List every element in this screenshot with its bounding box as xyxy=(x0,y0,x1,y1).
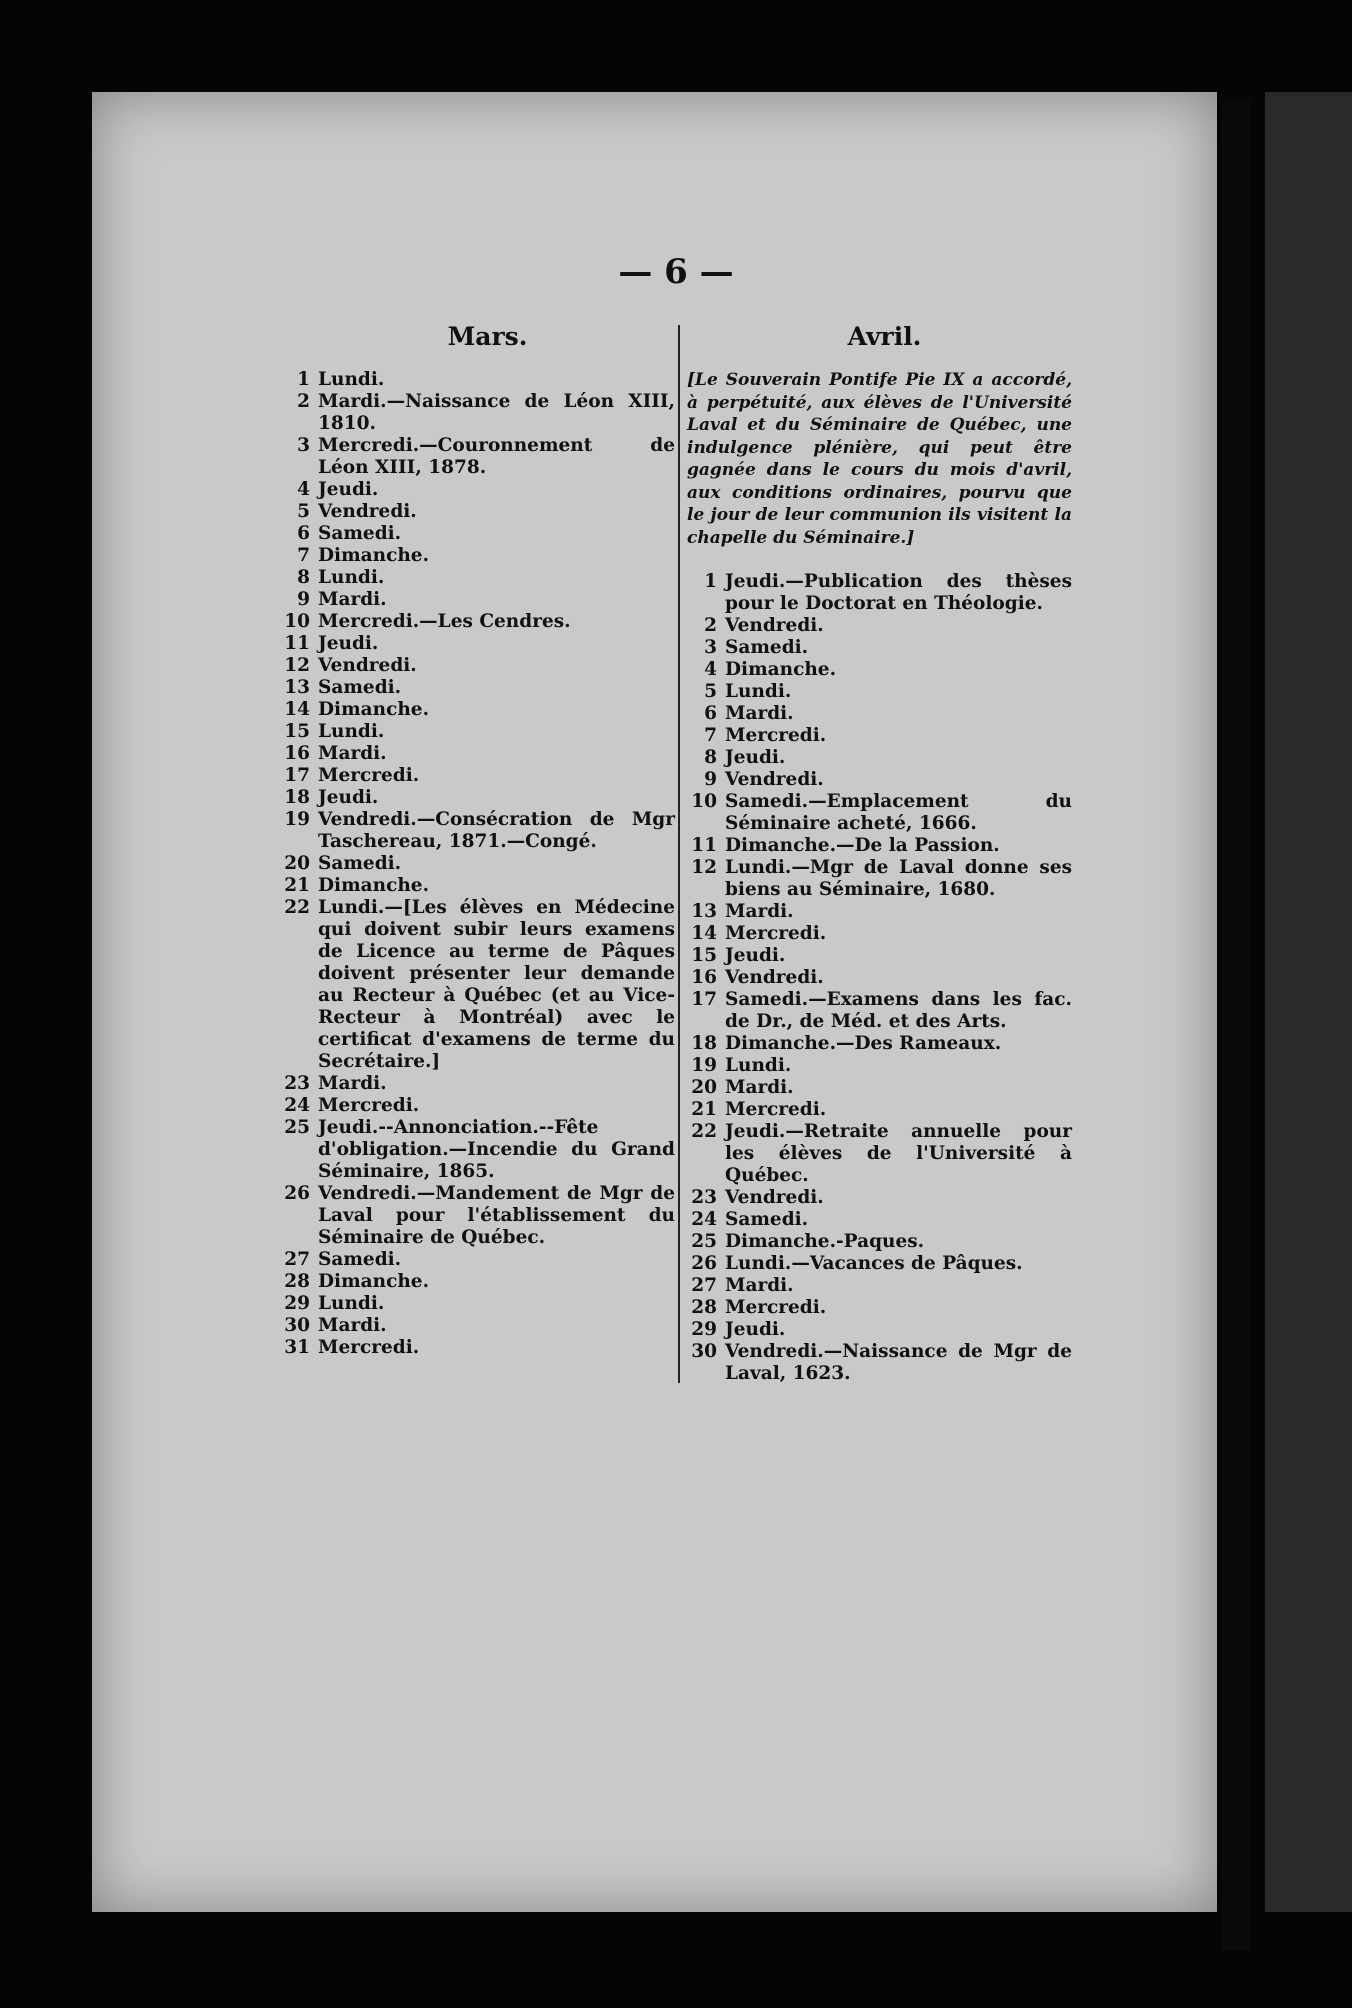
avril-entry xyxy=(687,725,1072,747)
day-number: 7 xyxy=(297,545,310,566)
day-text: Lundi.—Vacances de Pâques. xyxy=(725,1253,1023,1274)
mars-entry xyxy=(280,523,675,545)
mars-entry xyxy=(280,787,675,809)
avril-entries xyxy=(687,571,1072,1385)
day-text: Jeudi. xyxy=(318,787,379,808)
day-text: Vendredi. xyxy=(725,1187,824,1208)
day-number: 10 xyxy=(284,611,310,632)
avril-entry xyxy=(687,989,1072,1033)
day-text: Dimanche.-Paques. xyxy=(725,1231,925,1252)
avril-entry xyxy=(687,857,1072,901)
day-number: 18 xyxy=(691,1033,717,1054)
day-text: Samedi. xyxy=(318,523,402,544)
day-text: Samedi. xyxy=(318,677,402,698)
day-text: Jeudi.—Retraite annuelle pour les élèves de l'Université à Québec. xyxy=(725,1121,1072,1186)
day-number: 29 xyxy=(284,1293,310,1314)
page-number: — 6 — xyxy=(618,252,734,292)
avril-entry xyxy=(687,1275,1072,1297)
day-text: Samedi.—Examens dans les fac. de Dr., de Méd. et des Arts. xyxy=(725,989,1072,1032)
avril-intro-note: [Le Souverain Pontife Pie IX a accordé, à perpétuité, aux élèves de l'Université Laval et du Séminaire de Québec, une indulgence plénière, qui peut être gagnée dans le cours du mois d'avril, aux conditions ordinaires, pourvu que le jour de leur communion ils visitent la chapelle du Séminaire.] xyxy=(687,370,1072,548)
day-number: 22 xyxy=(691,1121,717,1142)
day-text: Dimanche.—De la Passion. xyxy=(725,835,1000,856)
avril-entry xyxy=(687,703,1072,725)
day-number: 12 xyxy=(284,655,310,676)
day-number: 21 xyxy=(284,875,310,896)
day-number: 30 xyxy=(691,1341,717,1362)
day-number: 24 xyxy=(691,1209,717,1230)
day-number: 9 xyxy=(704,769,717,790)
day-text: Mercredi.—Couronnement de Léon XIII, 1878. xyxy=(318,435,675,478)
day-text: Mardi. xyxy=(318,743,387,764)
avril-entry xyxy=(687,1099,1072,1121)
day-number: 5 xyxy=(704,681,717,702)
avril-entry xyxy=(687,615,1072,637)
day-text: Jeudi. xyxy=(725,1319,786,1340)
mars-entry xyxy=(280,897,675,1073)
avril-entry xyxy=(687,747,1072,769)
avril-entry xyxy=(687,901,1072,923)
day-text: Mercredi. xyxy=(318,1095,420,1116)
mars-entry xyxy=(280,1073,675,1095)
mars-entry xyxy=(280,853,675,875)
day-number: 23 xyxy=(284,1073,310,1094)
day-number: 1 xyxy=(297,369,310,390)
mars-entry xyxy=(280,677,675,699)
day-text: Mardi. xyxy=(725,703,794,724)
day-text: Mercredi. xyxy=(725,1099,827,1120)
mars-entry xyxy=(280,875,675,897)
day-number: 18 xyxy=(284,787,310,808)
day-text: Samedi. xyxy=(318,853,402,874)
facing-page-edge xyxy=(1265,92,1352,1912)
avril-entry xyxy=(687,1055,1072,1077)
day-number: 15 xyxy=(284,721,310,742)
mars-entry xyxy=(280,655,675,677)
avril-entry xyxy=(687,681,1072,703)
avril-entry xyxy=(687,1341,1072,1385)
day-number: 28 xyxy=(691,1297,717,1318)
avril-entry xyxy=(687,637,1072,659)
day-text: Mardi. xyxy=(318,1315,387,1336)
mars-entry xyxy=(280,1337,675,1359)
mars-entry xyxy=(280,699,675,721)
day-text: Dimanche. xyxy=(318,875,430,896)
day-number: 26 xyxy=(691,1253,717,1274)
mars-entry xyxy=(280,1293,675,1315)
day-text: Dimanche. xyxy=(318,699,430,720)
day-number: 11 xyxy=(284,633,310,654)
day-text: Mardi.—Naissance de Léon XIII, 1810. xyxy=(318,391,675,434)
day-text: Mardi. xyxy=(318,1073,387,1094)
day-number: 25 xyxy=(691,1231,717,1252)
mars-entry xyxy=(280,567,675,589)
day-number: 22 xyxy=(284,897,310,918)
avril-entry xyxy=(687,945,1072,967)
day-number: 7 xyxy=(704,725,717,746)
day-text: Mercredi. xyxy=(725,1297,827,1318)
avril-entry xyxy=(687,967,1072,989)
mars-entry xyxy=(280,633,675,655)
mars-entries xyxy=(280,369,675,1359)
day-number: 28 xyxy=(284,1271,310,1292)
day-text: Vendredi.—Naissance de Mgr de Laval, 1623. xyxy=(725,1341,1072,1384)
day-text: Jeudi. xyxy=(725,945,786,966)
day-text: Samedi. xyxy=(725,1209,809,1230)
day-text: Lundi. xyxy=(318,721,385,742)
day-text: Lundi. xyxy=(725,681,792,702)
day-text: Mercredi.—Les Cendres. xyxy=(318,611,571,632)
day-number: 31 xyxy=(284,1337,310,1358)
day-text: Lundi.—Mgr de Laval donne ses biens au Séminaire, 1680. xyxy=(725,857,1072,900)
mars-entry xyxy=(280,721,675,743)
day-number: 30 xyxy=(284,1315,310,1336)
day-number: 11 xyxy=(691,835,717,856)
day-number: 16 xyxy=(691,967,717,988)
day-text: Mardi. xyxy=(725,1077,794,1098)
avril-entry xyxy=(687,1231,1072,1253)
day-number: 10 xyxy=(691,791,717,812)
avril-entry xyxy=(687,571,1072,615)
day-text: Lundi.—[Les élèves en Médecine qui doivent subir leurs examens de Licence au terme de Pâques doivent présenter leur demande au Recteur à Québec (et au Vice-Recteur à Montréal) avec le certificat d'examens de terme du Secrétaire.] xyxy=(318,897,675,1072)
mars-entry xyxy=(280,1095,675,1117)
day-number: 12 xyxy=(691,857,717,878)
column-divider xyxy=(678,325,680,1383)
day-number: 27 xyxy=(691,1275,717,1296)
day-number: 24 xyxy=(284,1095,310,1116)
day-text: Jeudi.—Publication des thèses pour le Doctorat en Théologie. xyxy=(725,571,1072,614)
mars-entry xyxy=(280,501,675,523)
avril-entry xyxy=(687,1297,1072,1319)
day-number: 16 xyxy=(284,743,310,764)
day-number: 13 xyxy=(691,901,717,922)
day-text: Samedi.—Emplacement du Séminaire acheté, 1666. xyxy=(725,791,1072,834)
day-text: Mercredi. xyxy=(318,1337,420,1358)
day-text: Jeudi. xyxy=(318,479,379,500)
day-number: 25 xyxy=(284,1117,310,1138)
day-text: Jeudi.--Annonciation.--Fête d'obligation.—Incendie du Grand Séminaire, 1865. xyxy=(318,1117,675,1182)
mars-entry xyxy=(280,743,675,765)
mars-entry xyxy=(280,479,675,501)
avril-entry xyxy=(687,791,1072,835)
day-number: 2 xyxy=(297,391,310,412)
day-text: Dimanche. xyxy=(725,659,837,680)
mars-entry xyxy=(280,1271,675,1293)
day-number: 20 xyxy=(284,853,310,874)
day-number: 17 xyxy=(284,765,310,786)
day-text: Mercredi. xyxy=(318,765,420,786)
day-text: Lundi. xyxy=(725,1055,792,1076)
mars-entry xyxy=(280,369,675,391)
avril-entry xyxy=(687,769,1072,791)
day-number: 8 xyxy=(297,567,310,588)
month-title-avril: Avril. xyxy=(847,322,922,351)
avril-entry xyxy=(687,1253,1072,1275)
avril-column xyxy=(687,322,1072,1385)
day-text: Jeudi. xyxy=(725,747,786,768)
mars-entry xyxy=(280,809,675,853)
day-text: Jeudi. xyxy=(318,633,379,654)
day-text: Dimanche.—Des Rameaux. xyxy=(725,1033,1002,1054)
day-text: Lundi. xyxy=(318,1293,385,1314)
day-text: Samedi. xyxy=(318,1249,402,1270)
day-text: Mardi. xyxy=(725,901,794,922)
day-number: 2 xyxy=(704,615,717,636)
day-text: Vendredi. xyxy=(725,967,824,988)
mars-entry xyxy=(280,545,675,567)
day-number: 6 xyxy=(704,703,717,724)
day-number: 5 xyxy=(297,501,310,522)
month-title-mars: Mars. xyxy=(447,322,528,351)
day-number: 27 xyxy=(284,1249,310,1270)
day-number: 3 xyxy=(297,435,310,456)
avril-entry xyxy=(687,1121,1072,1187)
day-number: 1 xyxy=(704,571,717,592)
day-number: 13 xyxy=(284,677,310,698)
mars-entry xyxy=(280,1315,675,1337)
day-number: 14 xyxy=(284,699,310,720)
day-text: Vendredi. xyxy=(725,615,824,636)
day-number: 26 xyxy=(284,1183,310,1204)
day-text: Lundi. xyxy=(318,567,385,588)
day-number: 15 xyxy=(691,945,717,966)
avril-entry xyxy=(687,1319,1072,1341)
mars-entry xyxy=(280,391,675,435)
day-text: Mardi. xyxy=(318,589,387,610)
day-number: 8 xyxy=(704,747,717,768)
day-text: Dimanche. xyxy=(318,1271,430,1292)
book-spine-shadow xyxy=(1222,100,1250,1950)
avril-entry xyxy=(687,835,1072,857)
day-text: Vendredi. xyxy=(318,655,417,676)
day-text: Vendredi.—Mandement de Mgr de Laval pour l'établissement du Séminaire de Québec. xyxy=(318,1183,675,1248)
day-number: 3 xyxy=(704,637,717,658)
day-text: Mercredi. xyxy=(725,923,827,944)
avril-entry xyxy=(687,923,1072,945)
avril-entry xyxy=(687,1077,1072,1099)
avril-entry xyxy=(687,1187,1072,1209)
day-text: Vendredi.—Consécration de Mgr Taschereau, 1871.—Congé. xyxy=(318,809,675,852)
mars-entry xyxy=(280,435,675,479)
day-text: Mardi. xyxy=(725,1275,794,1296)
day-number: 17 xyxy=(691,989,717,1010)
day-text: Vendredi. xyxy=(725,769,824,790)
day-number: 20 xyxy=(691,1077,717,1098)
day-number: 14 xyxy=(691,923,717,944)
avril-entry xyxy=(687,1209,1072,1231)
day-number: 9 xyxy=(297,589,310,610)
mars-entry xyxy=(280,589,675,611)
day-number: 6 xyxy=(297,523,310,544)
day-number: 21 xyxy=(691,1099,717,1120)
day-text: Vendredi. xyxy=(318,501,417,522)
day-text: Samedi. xyxy=(725,637,809,658)
mars-entry xyxy=(280,1117,675,1183)
mars-column xyxy=(280,322,675,1359)
day-number: 29 xyxy=(691,1319,717,1340)
day-number: 19 xyxy=(284,809,310,830)
mars-entry xyxy=(280,1249,675,1271)
avril-entry xyxy=(687,1033,1072,1055)
mars-entry xyxy=(280,1183,675,1249)
day-text: Mercredi. xyxy=(725,725,827,746)
day-number: 23 xyxy=(691,1187,717,1208)
day-number: 4 xyxy=(297,479,310,500)
day-text: Dimanche. xyxy=(318,545,430,566)
mars-entry xyxy=(280,765,675,787)
avril-entry xyxy=(687,659,1072,681)
mars-entry xyxy=(280,611,675,633)
day-text: Lundi. xyxy=(318,369,385,390)
day-number: 4 xyxy=(704,659,717,680)
day-number: 19 xyxy=(691,1055,717,1076)
